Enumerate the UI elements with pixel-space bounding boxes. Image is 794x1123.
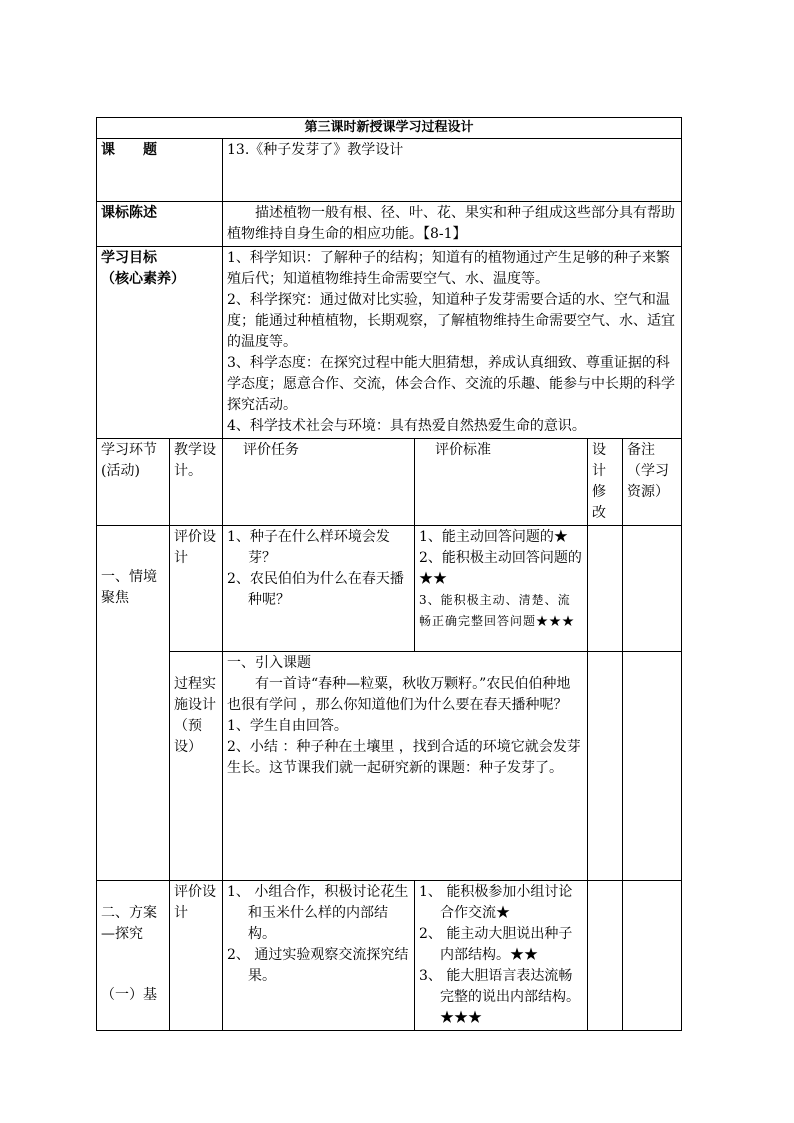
header-standard: 评价标准 <box>415 439 588 526</box>
header-stage: 学习环节(活动) <box>97 439 170 526</box>
stage1-tasks <box>223 526 415 652</box>
stage2-standards <box>415 881 588 1031</box>
stage1-process-line-1: 一、引入课题 <box>227 655 311 671</box>
course-value: 13.《种子发芽了》教学设计 <box>223 139 682 202</box>
goal-item-2: 2、科学探究：通过做对比实验，知道种子发芽需要合适的水、空气和温度；能通过种植植物，长期观察，了解植物维持生命需要空气、水、适宜的温度等。 <box>227 292 675 350</box>
goal-item-1: 1、科学知识：了解种子的结构；知道有的植物通过产生足够的种子来繁殖后代；知道植物维持生命需要空气、水、温度等。 <box>227 250 670 287</box>
lesson-design-table <box>96 117 682 1031</box>
stage2-name: 二、方案—探究 <box>101 905 157 942</box>
stage1-eval-label: 评价设计 <box>170 526 223 652</box>
goals-cell <box>223 247 682 439</box>
stage1-process-cell <box>223 652 588 881</box>
stage2-standard-1: 1、 能积极参加小组讨论合作交流★ <box>419 884 573 921</box>
stage1-standard-3: 3、能积极主动、清楚、流畅正确完整回答问题★★★ <box>419 593 576 628</box>
stage1-standard-1: 1、能主动回答问题的★ <box>419 529 568 545</box>
stage1-process-label: 过程实施设计（预设） <box>174 676 216 755</box>
course-label: 课 题 <box>97 139 223 202</box>
header-note: 备注（学习资源） <box>623 439 682 526</box>
stage2-tasks <box>223 881 415 1031</box>
stage1-task-1: 1、种子在什么样环境会发芽？ <box>227 529 390 566</box>
stage1-name: 一、情境聚焦 <box>101 569 157 606</box>
stage1-process-line-3: 1、学生自由回答。 <box>227 718 348 734</box>
stage2-eval-label: 评价设计 <box>170 881 223 1031</box>
stage1-process-line-2: 有一首诗“春种—粒粟，秋收万颗籽。”农民伯伯种地也很有学问 ，那么你知道他们为什么要在春天播种呢？ <box>227 676 571 713</box>
header-task: 评价任务 <box>223 439 415 526</box>
stage2-name-cell <box>97 881 170 1031</box>
stage1-revise <box>588 526 623 652</box>
stage1-process-label-cell <box>170 652 223 881</box>
table-title: 第三课时新授课学习过程设计 <box>97 118 682 139</box>
goals-label-line2: （核心素养） <box>101 271 185 287</box>
stage1-standard-2: 2、能积极主动回答问题的★★ <box>419 550 582 587</box>
stage2-task-1: 1、 小组合作，积极讨论花生和玉米什么样的内部结构。 <box>227 884 409 942</box>
stage1-process-line-4: 2、小结 ：种子种在土壤里 ，找到合适的环境它就会发芽生长。这节课我们就一起研究新的课题：种子发芽了。 <box>227 739 581 776</box>
stage1-process-note <box>623 652 682 881</box>
standard-text: 描述植物一般有根、径、叶、花、果实和种子组成这些部分具有帮助植物维持自身生命的相应功能。【8-1】 <box>227 205 675 242</box>
goal-item-3: 3、科学态度：在探究过程中能大胆猜想，养成认真细致、尊重证据的科学态度；愿意合作、交流，体会合作、交流的乐趣、能参与中长期的科学探究活动。 <box>227 355 675 413</box>
stage2-sub: （一）基 <box>101 987 157 1003</box>
goal-item-4: 4、科学技术社会与环境：具有热爱自然热爱生命的意识。 <box>227 418 586 434</box>
stage2-task-2: 2、 通过实验观察交流探究结果。 <box>227 947 409 984</box>
stage1-note <box>623 526 682 652</box>
goals-label-line1: 学习目标 <box>101 250 157 266</box>
header-design: 教学设计。 <box>170 439 223 526</box>
standard-cell <box>223 202 682 247</box>
standard-label: 课标陈述 <box>97 202 223 247</box>
stage1-process-revise <box>588 652 623 881</box>
stage2-standard-2: 2、 能主动大胆说出种子内部结构。★★ <box>419 926 573 963</box>
stage2-standard-3: 3、 能大胆语言表达流畅完整的说出内部结构。★★★ <box>419 968 580 1026</box>
stage1-name-cell <box>97 526 170 881</box>
stage2-revise <box>588 881 623 1031</box>
header-revise: 设计修改 <box>588 439 623 526</box>
stage1-task-2: 2、农民伯伯为什么在春天播种呢？ <box>227 571 404 608</box>
goals-label <box>97 247 223 439</box>
stage2-note <box>623 881 682 1031</box>
stage1-standards <box>415 526 588 652</box>
